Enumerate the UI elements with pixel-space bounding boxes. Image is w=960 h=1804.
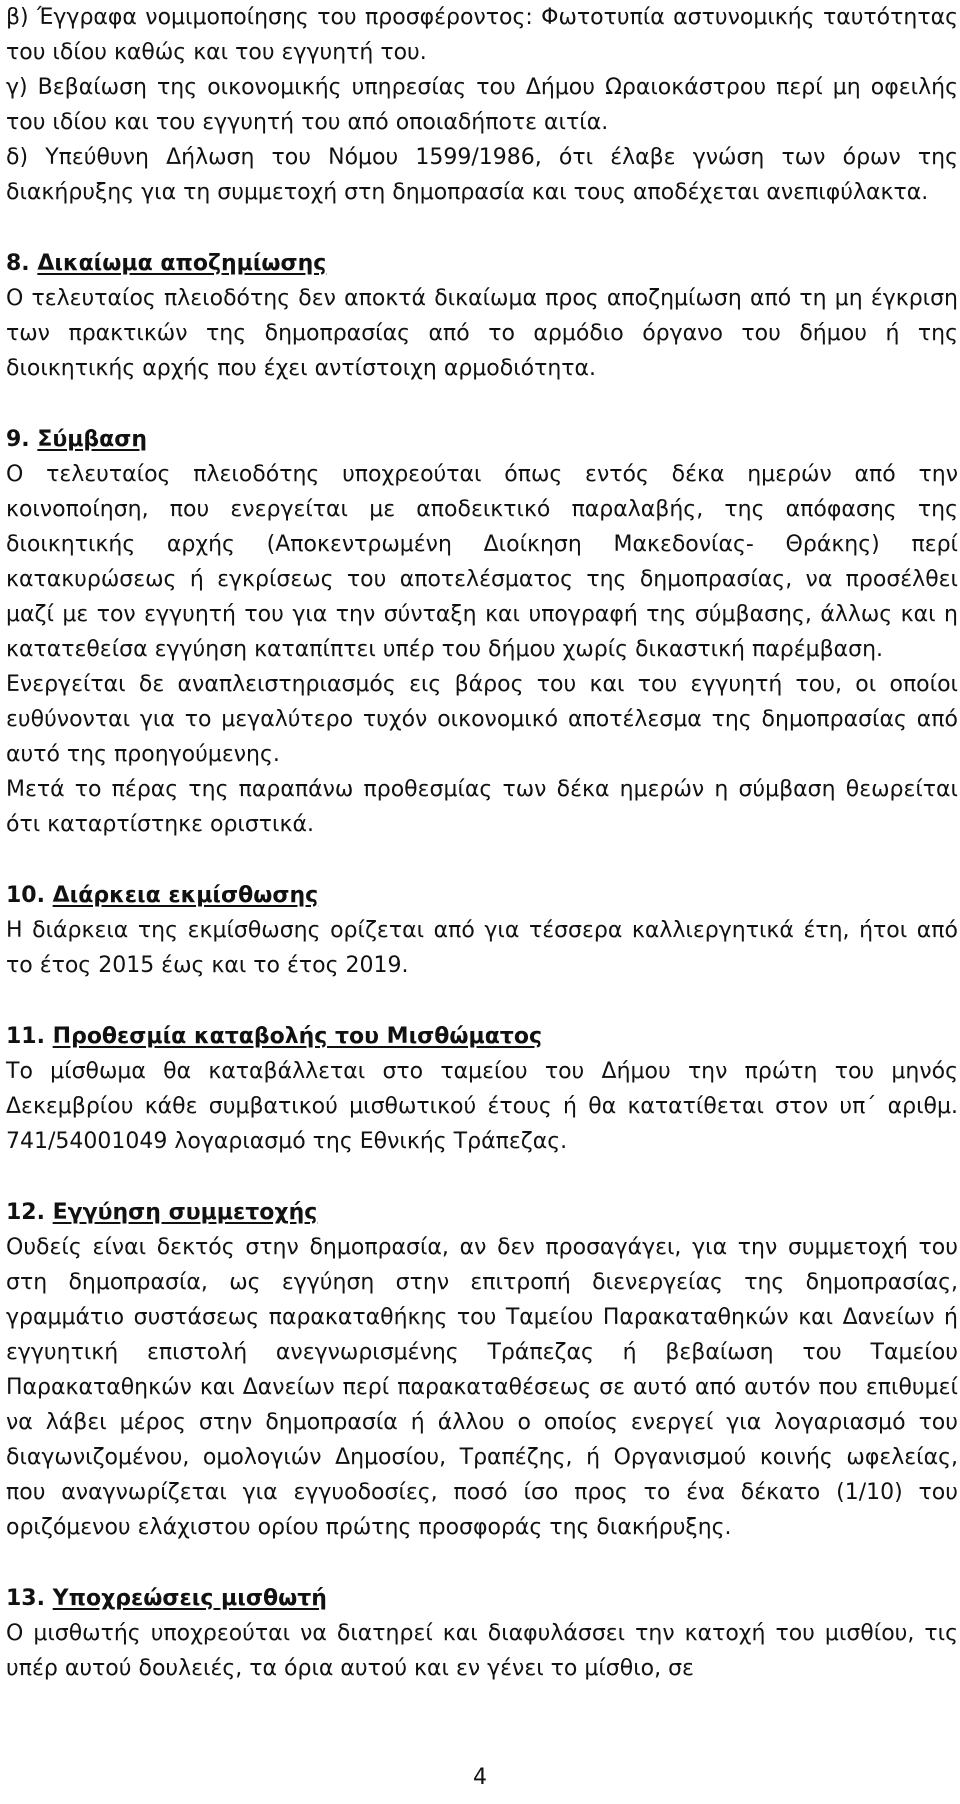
section-number: 13. — [6, 1586, 45, 1611]
section-title: Δικαίωμα αποζημίωσης — [37, 251, 327, 276]
section-number: 11. — [6, 1024, 45, 1049]
section-number: 10. — [6, 883, 45, 908]
section-gap — [6, 983, 958, 1019]
section-heading — [6, 422, 958, 457]
section-heading — [6, 1581, 958, 1616]
section-paragraph: Μετά το πέρας της παραπάνω προθεσμίας των δέκα ημερών η σύμβαση θεωρείται ότι καταρτίστηκε οριστικά. — [6, 777, 958, 837]
section-paragraph: Το μίσθωμα θα καταβάλλεται στο ταμείου του Δήμου την πρώτη του μηνός Δεκεμβρίου κάθε συμβατικού μισθωτικού έτους ή θα κατατίθεται στον υπ΄ αριθμ. 741/54001049 λογαριασμό της Εθνικής Τράπεζας. — [6, 1059, 958, 1154]
section-gap — [6, 210, 958, 246]
section-heading — [6, 878, 958, 913]
section-11 — [6, 1019, 958, 1159]
section-10 — [6, 878, 958, 983]
section-number: 9. — [6, 427, 30, 452]
section-title: Υποχρεώσεις μισθωτή — [52, 1586, 327, 1611]
section-gap — [6, 1159, 958, 1195]
intro-item-d: δ) Υπεύθυνη Δήλωση του Νόμου 1599/1986, ότι έλαβε γνώση των όρων της διακήρυξης για τη συμμετοχή στη δημοπρασία και τους αποδέχεται ανεπιφύλακτα. — [6, 145, 958, 205]
section-title: Διάρκεια εκμίσθωσης — [52, 883, 319, 908]
section-heading — [6, 1195, 958, 1230]
page-number: 4 — [473, 1765, 487, 1790]
section-paragraph: Η διάρκεια της εκμίσθωσης ορίζεται από για τέσσερα καλλιεργητικά έτη, ήτοι από το έτος 2015 έως και το έτος 2019. — [6, 918, 958, 978]
section-number: 8. — [6, 251, 30, 276]
section-paragraph: Ουδείς είναι δεκτός στην δημοπρασία, αν δεν προσαγάγει, για την συμμετοχή του στη δημοπρασία, ως εγγύηση στην επιτροπή διενεργείας της δημοπρασίας, γραμμάτιο συστάσεως παρακαταθήκης του Ταμείου Παρακαταθηκών και Δανείων ή εγγυητική επιστολή ανεγνωρισμένης Τράπεζας ή βεβαίωση του Ταμείου Παρακαταθηκών και Δανείων περί παρακαταθέσεως σε αυτό από αυτόν που επιθυμεί να λάβει μέρος στην δημοπρασία ή άλλου ο οποίος ενεργεί για λογαριασμό του διαγωνιζομένου, ομολογιών Δημοσίου, Τραπέζης, ή Οργανισμού κοινής ωφελείας, που αναγνωρίζεται για εγγυοδοσίες, ποσό ίσο προς το ένα δέκατο (1/10) του οριζόμενου ελάχιστου ορίου πρώτης προσφοράς της διακήρυξης. — [6, 1235, 958, 1540]
section-9 — [6, 422, 958, 842]
section-heading — [6, 246, 958, 281]
section-title: Σύμβαση — [37, 427, 148, 452]
intro-item-c: γ) Βεβαίωση της οικονομικής υπηρεσίας του Δήμου Ωραιοκάστρου περί μη οφειλής του ιδίου και του εγγυητή του από οποιαδήποτε αιτία. — [6, 75, 958, 135]
section-paragraph: Ο μισθωτής υποχρεούται να διατηρεί και διαφυλάσσει την κατοχή του μισθίου, τις υπέρ αυτού δουλειές, τα όρια αυτού και εν γένει το μίσθιο, σε — [6, 1621, 958, 1681]
section-title: Εγγύηση συμμετοχής — [52, 1200, 318, 1225]
section-title: Προθεσμία καταβολής του Μισθώματος — [52, 1024, 543, 1049]
section-gap — [6, 1545, 958, 1581]
section-8 — [6, 246, 958, 386]
section-paragraph: Ο τελευταίος πλειοδότης δεν αποκτά δικαίωμα προς αποζημίωση από τη μη έγκριση των πρακτικών της δημοπρασίας από το αρμόδιο όργανο του δήμου ή της διοικητικής αρχής που έχει αντίστοιχη αρμοδιότητα. — [6, 286, 958, 381]
section-paragraph: Ενεργείται δε αναπλειστηριασμός εις βάρος του και του εγγυητή του, οι οποίοι ευθύνονται για το μεγαλύτερο τυχόν οικονομικό αποτέλεσμα της δημοπρασίας από αυτό της προηγούμενης. — [6, 672, 958, 767]
intro-item-b: β) Έγγραφα νομιμοποίησης του προσφέροντος: Φωτοτυπία αστυνομικής ταυτότητας του ιδίου καθώς και του εγγυητή του. — [6, 5, 958, 65]
section-12 — [6, 1195, 958, 1545]
document-page — [6, 0, 958, 1686]
section-paragraph: Ο τελευταίος πλειοδότης υποχρεούται όπως εντός δέκα ημερών από την κοινοποίηση, που ενεργείται με αποδεικτικό παραλαβής, της απόφασης της διοικητικής αρχής (Αποκεντρωμένη Διοίκηση Μακεδονίας- Θράκης) περί κατακυρώσεως ή εγκρίσεως του αποτελέσματος της δημοπρασίας, να προσέλθει μαζί με τον εγγυητή του για την σύνταξη και υπογραφή της σύμβασης, άλλως και η κατατεθείσα εγγύηση καταπίπτει υπέρ του δήμου χωρίς δικαστική παρέμβαση. — [6, 462, 958, 662]
section-heading — [6, 1019, 958, 1054]
section-13 — [6, 1581, 958, 1686]
section-number: 12. — [6, 1200, 45, 1225]
section-gap — [6, 386, 958, 422]
section-gap — [6, 842, 958, 878]
